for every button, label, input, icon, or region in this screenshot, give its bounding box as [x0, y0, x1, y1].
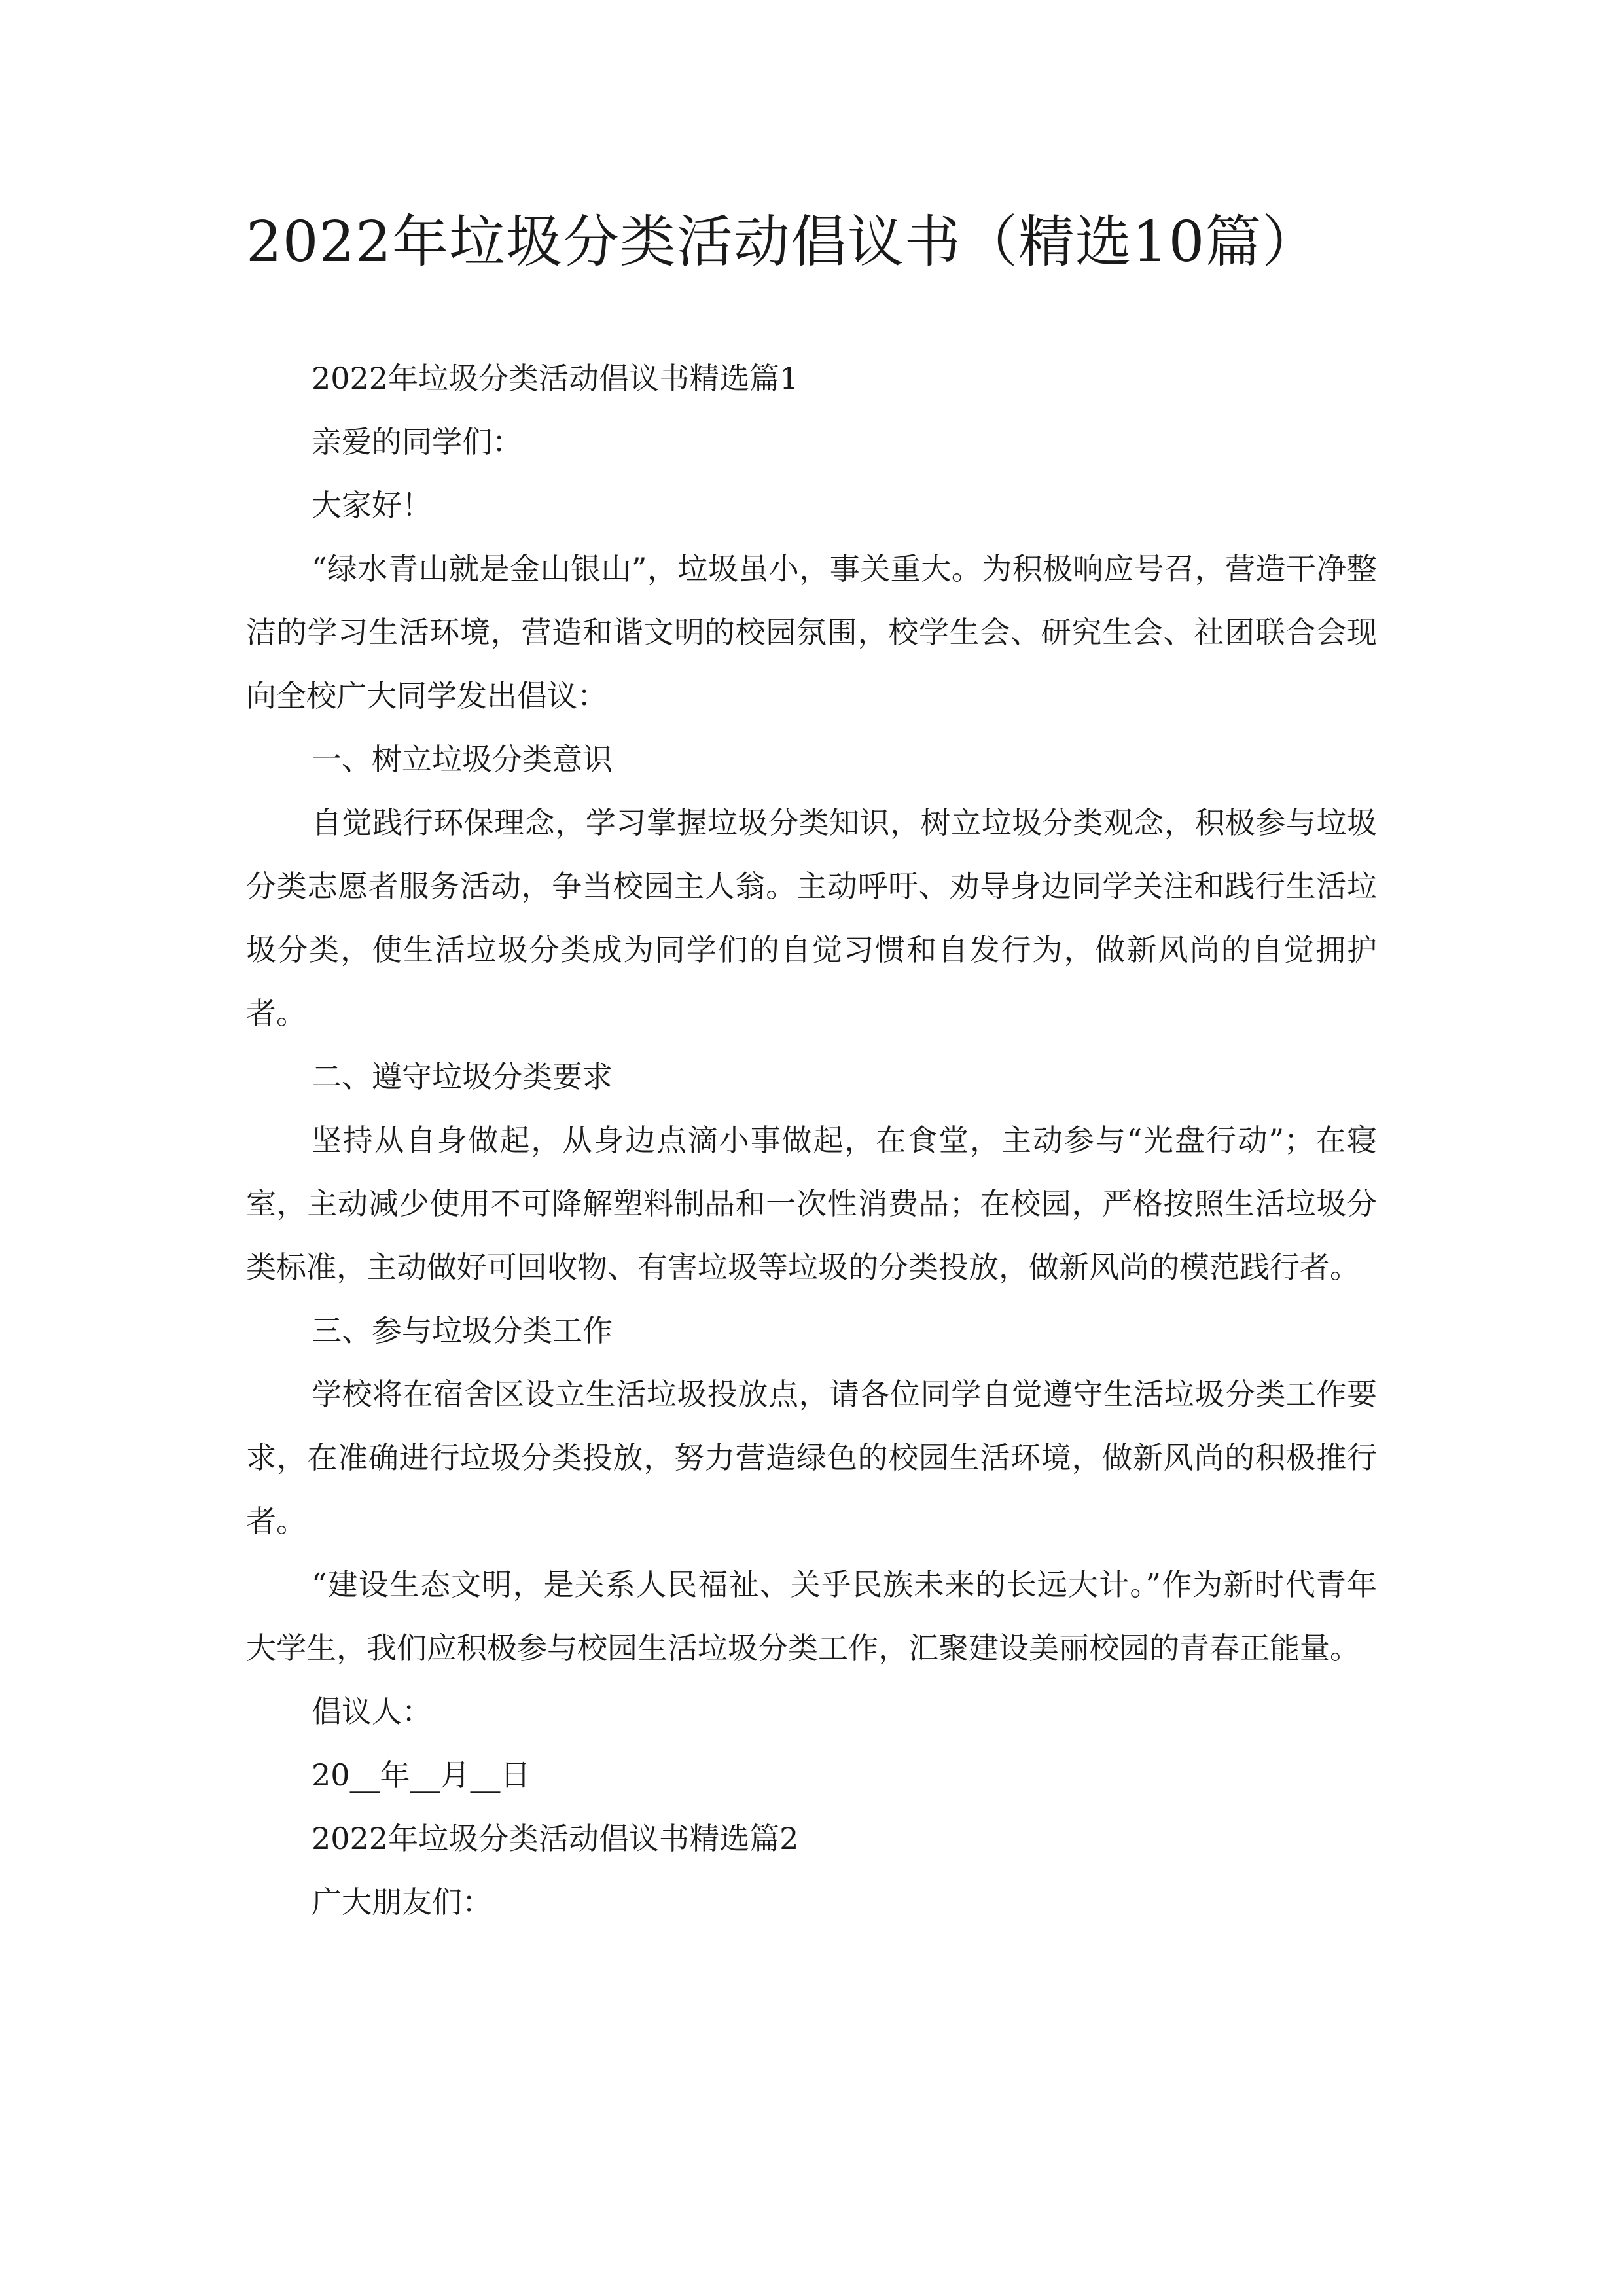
body-paragraph: 学校将在宿舍区设立生活垃圾投放点，请各位同学自觉遵守生活垃圾分类工作要求，在准确进行垃圾分类投放，努力营造绿色的校园生活环境，做新风尚的积极推行者。 [246, 1376, 1377, 1539]
signature-line: 倡议人： [312, 1694, 432, 1729]
greeting: 大家好！ [312, 488, 432, 523]
body-paragraph: “绿水青山就是金山银山”，垃圾虽小，事关重大。为积极响应号召，营造干净整洁的学习生活环境，营造和谐文明的校园氛围，校学生会、研究生会、社团联合会现向全校广大同学发出倡议： [246, 551, 1377, 713]
salutation: 亲爱的同学们： [312, 424, 522, 459]
salutation: 广大朋友们： [312, 1884, 492, 1920]
section-heading: 2022年垃圾分类活动倡议书精选篇1 [312, 361, 799, 396]
body-paragraph: 自觉践行环保理念，学习掌握垃圾分类知识，树立垃圾分类观念，积极参与垃圾分类志愿者服务活动，争当校园主人翁。主动呼吁、劝导身边同学关注和践行生活垃圾分类，使生活垃圾分类成为同学们的自觉习惯和自发行为，做新风尚的自觉拥护者。 [246, 805, 1377, 1031]
body-paragraph: 坚持从自身做起，从身边点滴小事做起，在食堂，主动参与“光盘行动”；在寝室，主动减少使用不可降解塑料制品和一次性消费品；在校园，严格按照生活垃圾分类标准，主动做好可回收物、有害垃圾等垃圾的分类投放，做新风尚的模范践行者。 [246, 1122, 1377, 1285]
subheading: 一、树立垃圾分类意识 [312, 742, 613, 777]
body-paragraph: “建设生态文明，是关系人民福祉、关乎民族未来的长远大计。”作为新时代青年大学生，我们应积极参与校园生活垃圾分类工作，汇聚建设美丽校园的青春正能量。 [246, 1567, 1377, 1666]
subheading: 二、遵守垃圾分类要求 [312, 1059, 613, 1094]
subheading: 三、参与垃圾分类工作 [312, 1313, 613, 1348]
document-title: 2022年垃圾分类活动倡议书（精选10篇） [246, 209, 1319, 275]
date-line: 20__年__月__日 [312, 1757, 531, 1793]
section-heading: 2022年垃圾分类活动倡议书精选篇2 [312, 1821, 799, 1856]
document-body [246, 347, 1377, 1934]
